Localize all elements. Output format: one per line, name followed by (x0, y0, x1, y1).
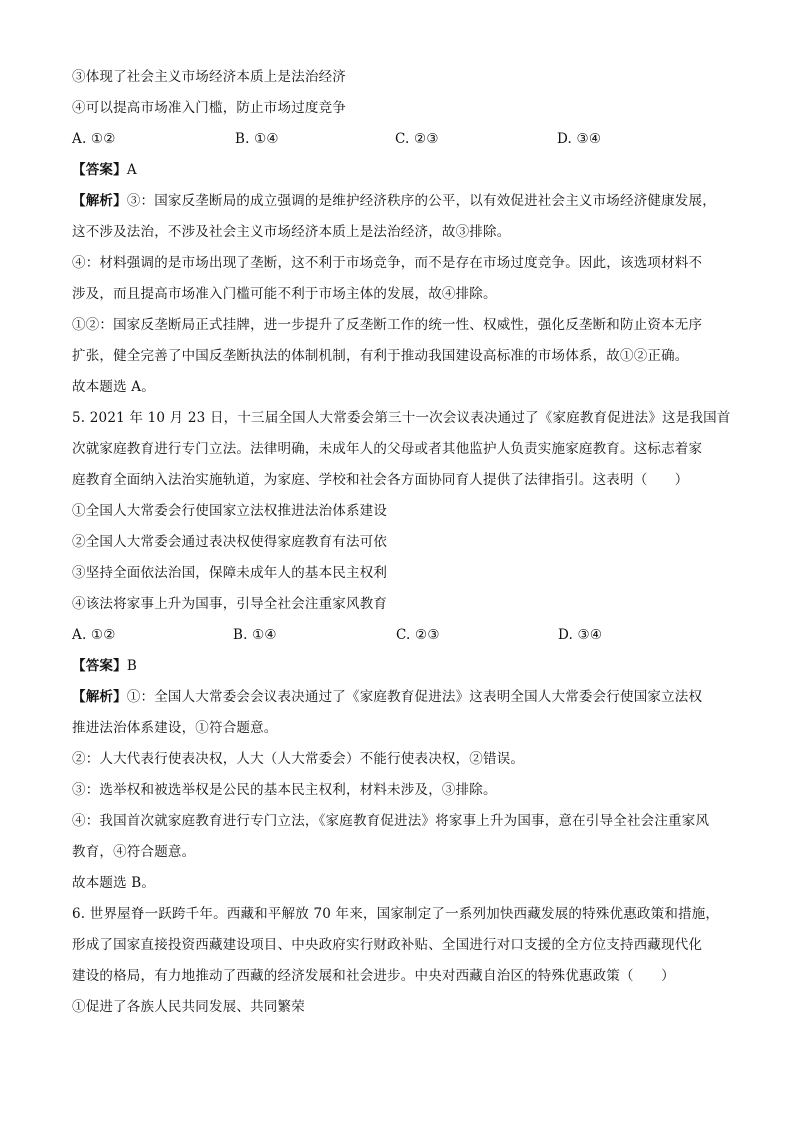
q4-analysis-line (72, 186, 722, 217)
q5-options (72, 620, 722, 651)
q4-options (72, 124, 722, 155)
q4-analysis-line: 涉及，而且提高市场准入门槛可能不利于市场主体的发展，故④排除。 (72, 286, 497, 302)
q5-item-2: ②全国人大常委会通过表决权使得家庭教育有法可依 (72, 534, 388, 550)
q5-analysis-line: ②：人大代表行使表决权，人大（人大常委会）不能行使表决权，②错误。 (72, 751, 525, 767)
q4-option-b: B. ①④ (235, 131, 279, 147)
q5-item-1: ①全国人大常委会行使国家立法权推进法治体系建设 (72, 503, 388, 519)
q4-analysis-line: ①②：国家反垄断局正式挂牌，进一步提升了反垄断工作的统一性、权威性，强化反垄断和防止资本无序 (72, 317, 703, 333)
q4-analysis-tag: 【解析】 (72, 193, 127, 209)
q5-analysis-text: ①：全国人大常委会会议表决通过了《家庭教育促进法》这表明全国人大常委会行使国家立法权 (126, 689, 703, 705)
q5-answer-value: B (126, 658, 137, 674)
q6-stem-line: 形成了国家直接投资西藏建设项目、中央政府实行财政补贴、全国进行对口支援的全方位支持西藏现代化 (72, 937, 703, 953)
q4-item-3: ③体现了社会主义市场经济本质上是法治经济 (72, 69, 346, 85)
q5-item-3: ③坚持全面依法治国，保障未成年人的基本民主权利 (72, 565, 388, 581)
q4-analysis-line: ④：材料强调的是市场出现了垄断，这不利于市场竞争，而不是存在市场过度竞争。因此，该选项材料不 (72, 255, 703, 271)
q5-item-4: ④该法将家事上升为国事，引导全社会注重家风教育 (72, 596, 388, 612)
q4-option-c: C. ②③ (395, 131, 439, 147)
q6-stem-line: 6. 世界屋脊一跃跨千年。西藏和平解放 70 年来，国家制定了一系列加快西藏发展的特殊优惠政策和措施， (72, 906, 720, 922)
q5-option-c: C. ②③ (396, 627, 440, 643)
q5-analysis-line: 教育，④符合题意。 (72, 844, 196, 860)
q5-analysis-line: 推进法治体系建设，①符合题意。 (72, 720, 278, 736)
q4-answer-value: A (126, 162, 137, 178)
q4-option-a: A. ①② (72, 131, 116, 147)
q4-answer-tag: 【答案】 (72, 162, 127, 178)
q5-analysis-line: ③：选举权和被选举权是公民的基本民主权利，材料未涉及，③排除。 (72, 782, 497, 798)
q4-analysis-line: 这不涉及法治，不涉及社会主义市场经济本质上是法治经济，故③排除。 (72, 224, 511, 240)
q4-option-d: D. ③④ (557, 131, 602, 147)
q4-conclusion: 故本题选 A。 (72, 379, 155, 395)
q5-analysis-line: ④：我国首次就家庭教育进行专门立法，《家庭教育促进法》将家事上升为国事，意在引导全社会注重家风 (72, 813, 710, 829)
q5-stem-line: 次就家庭教育进行专门立法。法律明确，未成年人的父母或者其他监护人负责实施家庭教育。这标志着家 (72, 441, 703, 457)
q6-item-1: ①促进了各族人民共同发展、共同繁荣 (72, 999, 305, 1015)
q5-option-d: D. ③④ (558, 627, 603, 643)
q4-answer (72, 155, 722, 186)
q5-stem-line: 庭教育全面纳入法治实施轨道，为家庭、学校和社会各方面协同育人提供了法律指引。这表明（ ） (72, 472, 689, 488)
q5-answer-tag: 【答案】 (72, 658, 127, 674)
q5-conclusion: 故本题选 B。 (72, 875, 156, 891)
q5-answer (72, 651, 722, 682)
q4-analysis-text: ③：国家反垄断局的成立强调的是维护经济秩序的公平，以有效促进社会主义市场经济健康发展， (126, 193, 716, 209)
q4-analysis-line: 扩张，健全完善了中国反垄断执法的体制机制，有利于推动我国建设高标准的市场体系，故①②正确。 (72, 348, 689, 364)
q4-item-4: ④可以提高市场准入门槛，防止市场过度竞争 (72, 100, 346, 116)
q5-analysis-line (72, 682, 722, 713)
q5-option-b: B. ①④ (233, 627, 277, 643)
q6-stem-line: 建设的格局，有力地推动了西藏的经济发展和社会进步。中央对西藏自治区的特殊优惠政策（ ） (72, 968, 675, 984)
q5-option-a: A. ①② (72, 627, 116, 643)
document-page (72, 62, 731, 1023)
q5-stem-line: 5. 2021 年 10 月 23 日，十三届全国人大常委会第三十一次会议表决通过了《家庭教育促进法》这是我国首 (72, 410, 731, 426)
q5-analysis-tag: 【解析】 (72, 689, 127, 705)
